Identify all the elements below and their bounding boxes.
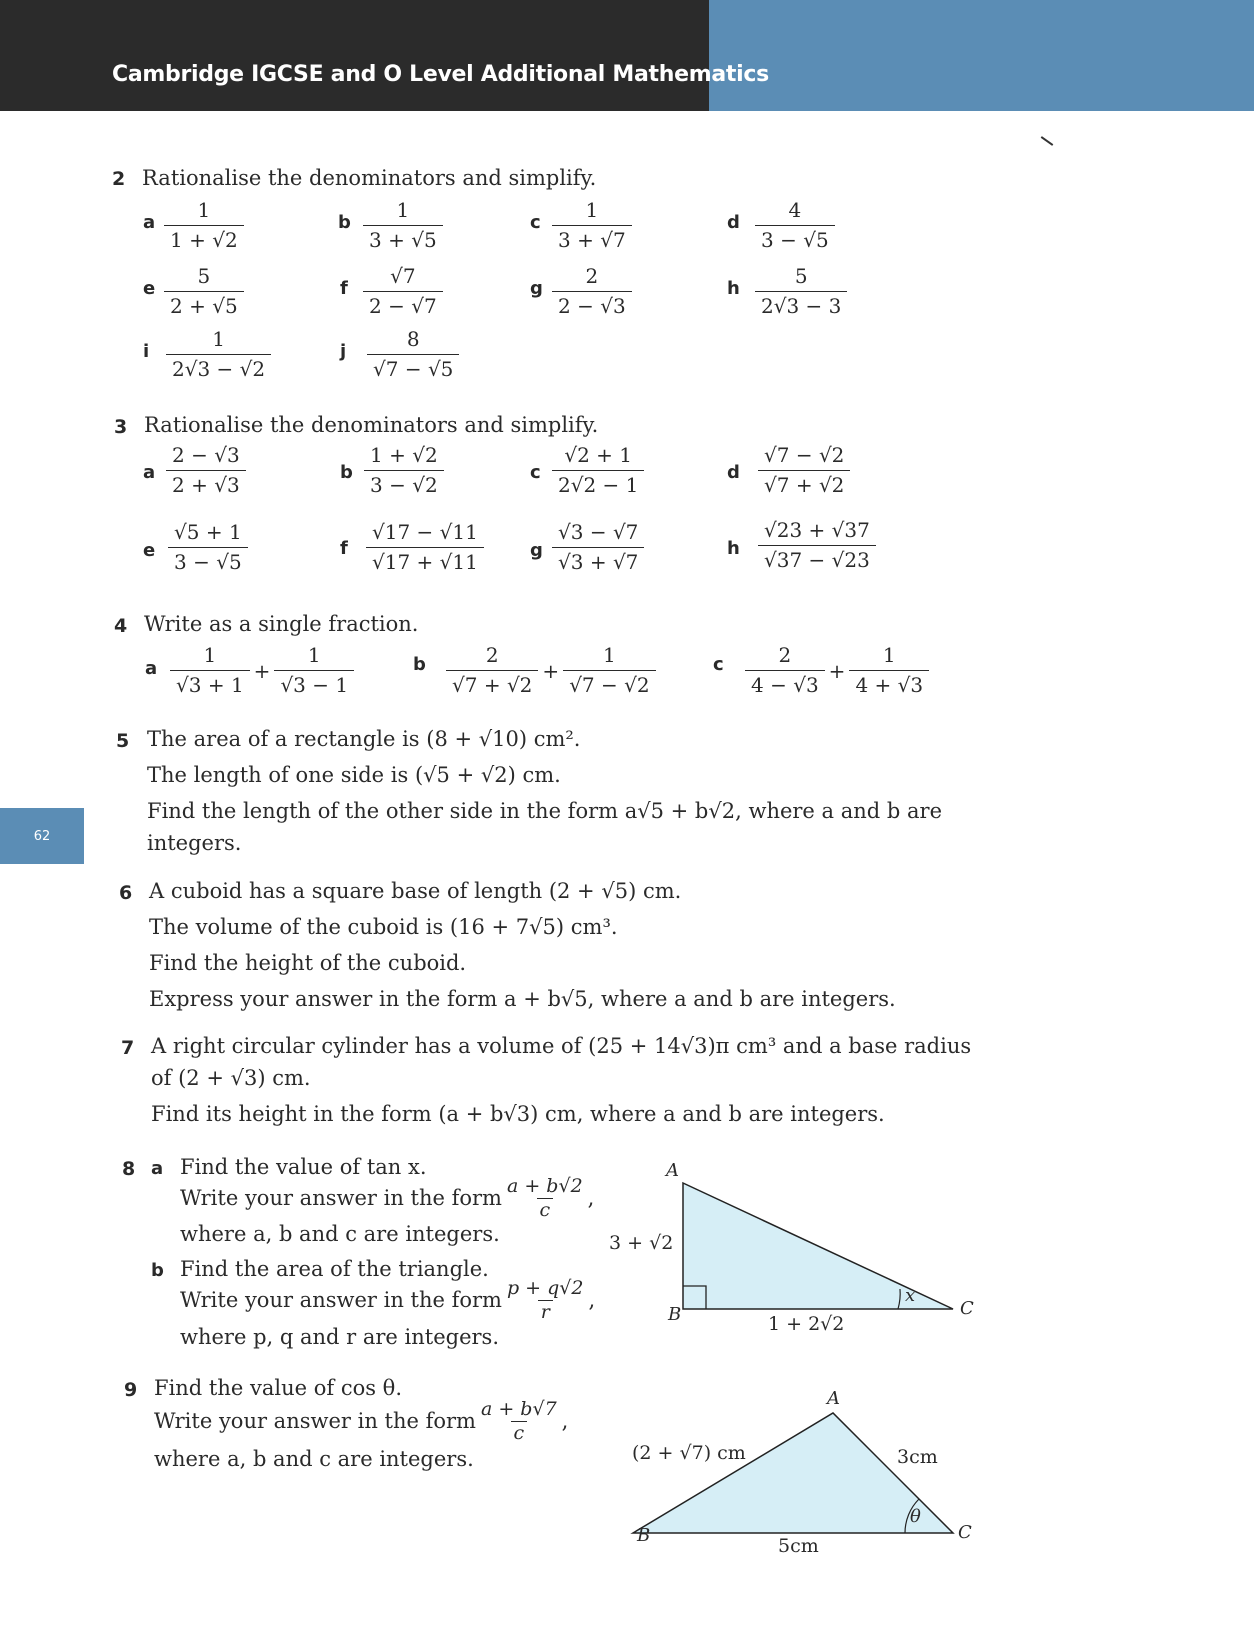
numerator: 1	[212, 327, 225, 351]
fraction	[552, 443, 644, 498]
question-line: Find its height in the form (a + b√3) cm, where a and b are integers.	[151, 1102, 885, 1126]
question-line: of (2 + √3) cm.	[151, 1066, 311, 1090]
part-letter: a	[143, 462, 156, 483]
part-letter: h	[727, 538, 740, 559]
question-line: integers.	[147, 831, 242, 855]
part-letter: g	[530, 540, 543, 561]
question-text: Rationalise the denominators and simplify.	[142, 166, 597, 190]
numerator: 2 − √3	[172, 443, 240, 467]
denominator: 3 − √2	[364, 470, 444, 498]
numerator: 2	[585, 264, 599, 288]
denominator: 1 + √2	[164, 225, 244, 253]
fraction	[552, 198, 632, 253]
fraction	[552, 520, 644, 575]
denominator: √17 + √11	[366, 547, 484, 575]
question-line: Find the height of the cuboid.	[149, 951, 467, 975]
question-line: where a, b and c are integers.	[180, 1222, 500, 1246]
comma: ,	[587, 1186, 595, 1211]
numerator: 1	[882, 643, 896, 667]
numerator: 4	[788, 198, 802, 222]
denominator: √3 + 1	[170, 670, 250, 698]
denominator: 2√3 − √2	[166, 354, 271, 382]
numerator: 8	[406, 327, 420, 351]
angle-label-theta: θ	[910, 1506, 921, 1527]
answer-form-text: Write your answer in the form	[180, 1186, 502, 1211]
vertex-label-b: B	[668, 1304, 682, 1325]
fraction	[745, 643, 825, 698]
fraction	[755, 198, 835, 253]
numerator: 1 + √2	[370, 443, 438, 467]
fraction	[274, 643, 354, 698]
question-text: Rationalise the denominators and simplify.	[144, 413, 599, 437]
header-bar	[0, 0, 709, 111]
denominator: 2√2 − 1	[552, 470, 644, 498]
book-title: Cambridge IGCSE and O Level Additional Mathematics	[112, 62, 769, 87]
numerator: √7 − √2	[764, 443, 845, 467]
vertex-label-a: A	[827, 1388, 840, 1409]
part-letter: g	[530, 278, 543, 299]
denominator: 3 − √5	[755, 225, 835, 253]
denominator: √37 − √23	[758, 545, 876, 573]
side-label-ab: (2 + √7) cm	[632, 1442, 746, 1464]
denominator: 3 + √7	[552, 225, 632, 253]
comma: ,	[588, 1288, 596, 1313]
question-line: Find the value of tan x.	[180, 1155, 427, 1179]
part-letter: i	[143, 341, 150, 362]
question-line: A right circular cylinder has a volume of (25 + 14√3)π cm³ and a base radius	[151, 1034, 972, 1058]
denominator: c	[537, 1198, 554, 1221]
numerator: a + b√2	[506, 1175, 583, 1197]
question-line: The area of a rectangle is (8 + √10) cm².	[147, 727, 581, 751]
fraction	[563, 643, 655, 698]
part-letter: h	[727, 278, 740, 299]
answer-form-line	[180, 1278, 595, 1323]
part-letter: a	[151, 1158, 164, 1179]
fraction	[758, 518, 876, 573]
question-number: 2	[112, 168, 126, 190]
plus-sign: +	[828, 658, 846, 683]
question-number: 4	[114, 615, 128, 637]
question-line: where p, q and r are integers.	[180, 1325, 499, 1349]
vertex-label-c: C	[958, 1522, 972, 1543]
page-number-tab	[0, 808, 84, 864]
sum-expression	[170, 643, 354, 698]
denominator: 2 + √3	[166, 470, 246, 498]
fraction	[166, 443, 246, 498]
numerator: p + q√2	[506, 1277, 584, 1299]
part-letter: e	[143, 278, 156, 299]
question-number: 8	[122, 1158, 136, 1180]
sum-expression	[745, 643, 929, 698]
part-letter: e	[143, 540, 156, 561]
question-line: A cuboid has a square base of length (2 + √5) cm.	[149, 879, 682, 903]
denominator: 4 + √3	[849, 670, 929, 698]
fraction	[552, 264, 632, 319]
angle-label-x: x	[905, 1285, 916, 1306]
answer-form-fraction	[504, 1176, 586, 1221]
fraction	[164, 264, 244, 319]
fraction	[849, 643, 929, 698]
numerator: 1	[197, 198, 211, 222]
numerator: √3 − √7	[558, 520, 639, 544]
part-letter: d	[727, 212, 740, 233]
denominator: 3 + √5	[363, 225, 443, 253]
fraction	[170, 643, 250, 698]
numerator: √17 − √11	[372, 520, 478, 544]
plus-sign: +	[542, 658, 560, 683]
triangle-shape	[633, 1413, 953, 1533]
part-letter: b	[338, 212, 351, 233]
numerator: 1	[307, 643, 321, 667]
numerator: √2 + 1	[564, 443, 633, 467]
numerator: 1	[396, 198, 410, 222]
part-letter: c	[530, 212, 541, 233]
vertex-label-a: A	[666, 1160, 679, 1181]
page-number: 62	[33, 828, 51, 844]
fraction	[446, 643, 538, 698]
question-line: Find the area of the triangle.	[180, 1257, 489, 1281]
answer-form-text: Write your answer in the form	[180, 1288, 502, 1313]
part-letter: b	[340, 462, 353, 483]
numerator: 5	[794, 264, 808, 288]
fraction	[363, 198, 443, 253]
fraction	[758, 443, 850, 498]
question-line: The length of one side is (√5 + √2) cm.	[147, 763, 561, 787]
answer-form-fraction	[478, 1399, 560, 1444]
part-letter: f	[340, 538, 348, 559]
numerator: √5 + 1	[174, 520, 242, 544]
question-line: The volume of the cuboid is (16 + 7√5) cm³.	[149, 915, 618, 939]
vertex-label-b: B	[637, 1525, 651, 1546]
denominator: √7 + √2	[758, 470, 850, 498]
obtuse-triangle-diagram	[620, 1395, 980, 1545]
part-letter: d	[727, 462, 740, 483]
question-number: 3	[114, 416, 128, 438]
denominator: √7 + √2	[446, 670, 538, 698]
fraction	[363, 264, 443, 319]
numerator: a + b√7	[480, 1398, 557, 1420]
denominator: 3 − √5	[168, 547, 248, 575]
fraction	[166, 327, 271, 382]
fraction	[755, 264, 847, 319]
denominator: 2 − √7	[363, 291, 443, 319]
numerator: 2	[778, 643, 792, 667]
numerator: 1	[603, 643, 616, 667]
part-letter: f	[340, 278, 348, 299]
part-letter: a	[143, 212, 156, 233]
denominator: 2 + √5	[164, 291, 244, 319]
numerator: 1	[585, 198, 599, 222]
comma: ,	[561, 1409, 569, 1434]
denominator: 2√3 − 3	[755, 291, 847, 319]
question-line: Express your answer in the form a + b√5, where a and b are integers.	[149, 987, 896, 1011]
fraction	[364, 443, 444, 498]
part-letter: a	[145, 658, 158, 679]
denominator: c	[511, 1421, 528, 1444]
numerator: 5	[197, 264, 211, 288]
part-letter: c	[713, 654, 724, 675]
question-number: 7	[121, 1037, 135, 1059]
sum-expression	[446, 643, 656, 698]
denominator: √3 + √7	[552, 547, 644, 575]
side-label-bc: 5cm	[778, 1535, 819, 1557]
question-number: 6	[119, 882, 133, 904]
denominator: 2 − √3	[552, 291, 632, 319]
side-label-bc: 1 + 2√2	[768, 1313, 845, 1335]
denominator: r	[538, 1300, 553, 1323]
question-number: 9	[124, 1379, 138, 1401]
numerator: √7	[390, 264, 416, 288]
answer-form-line	[180, 1176, 594, 1221]
numerator: 1	[203, 643, 217, 667]
denominator: √7 − √5	[367, 354, 459, 382]
scan-mark	[1041, 136, 1054, 146]
answer-form-fraction	[504, 1278, 587, 1323]
question-text: Write as a single fraction.	[144, 612, 419, 636]
header-accent	[709, 0, 1254, 111]
question-line: Find the value of cos θ.	[154, 1376, 402, 1400]
fraction	[366, 520, 484, 575]
side-label-ac: 3cm	[897, 1446, 938, 1468]
part-letter: b	[413, 654, 426, 675]
answer-form-line	[154, 1399, 568, 1444]
part-letter: j	[340, 341, 347, 362]
question-number: 5	[116, 730, 130, 752]
numerator: 2	[485, 643, 499, 667]
part-letter: c	[530, 462, 541, 483]
denominator: √7 − √2	[563, 670, 655, 698]
denominator: √3 − 1	[274, 670, 354, 698]
numerator: √23 + √37	[764, 518, 870, 542]
part-letter: b	[151, 1260, 164, 1281]
fraction	[164, 198, 244, 253]
fraction	[367, 327, 459, 382]
plus-sign: +	[253, 658, 271, 683]
answer-form-text: Write your answer in the form	[154, 1409, 476, 1434]
question-line: where a, b and c are integers.	[154, 1447, 474, 1471]
vertex-label-c: C	[960, 1298, 974, 1319]
side-label-ab: 3 + √2	[609, 1232, 674, 1254]
denominator: 4 − √3	[745, 670, 825, 698]
fraction	[168, 520, 248, 575]
question-line: Find the length of the other side in the form a√5 + b√2, where a and b are	[147, 799, 942, 823]
